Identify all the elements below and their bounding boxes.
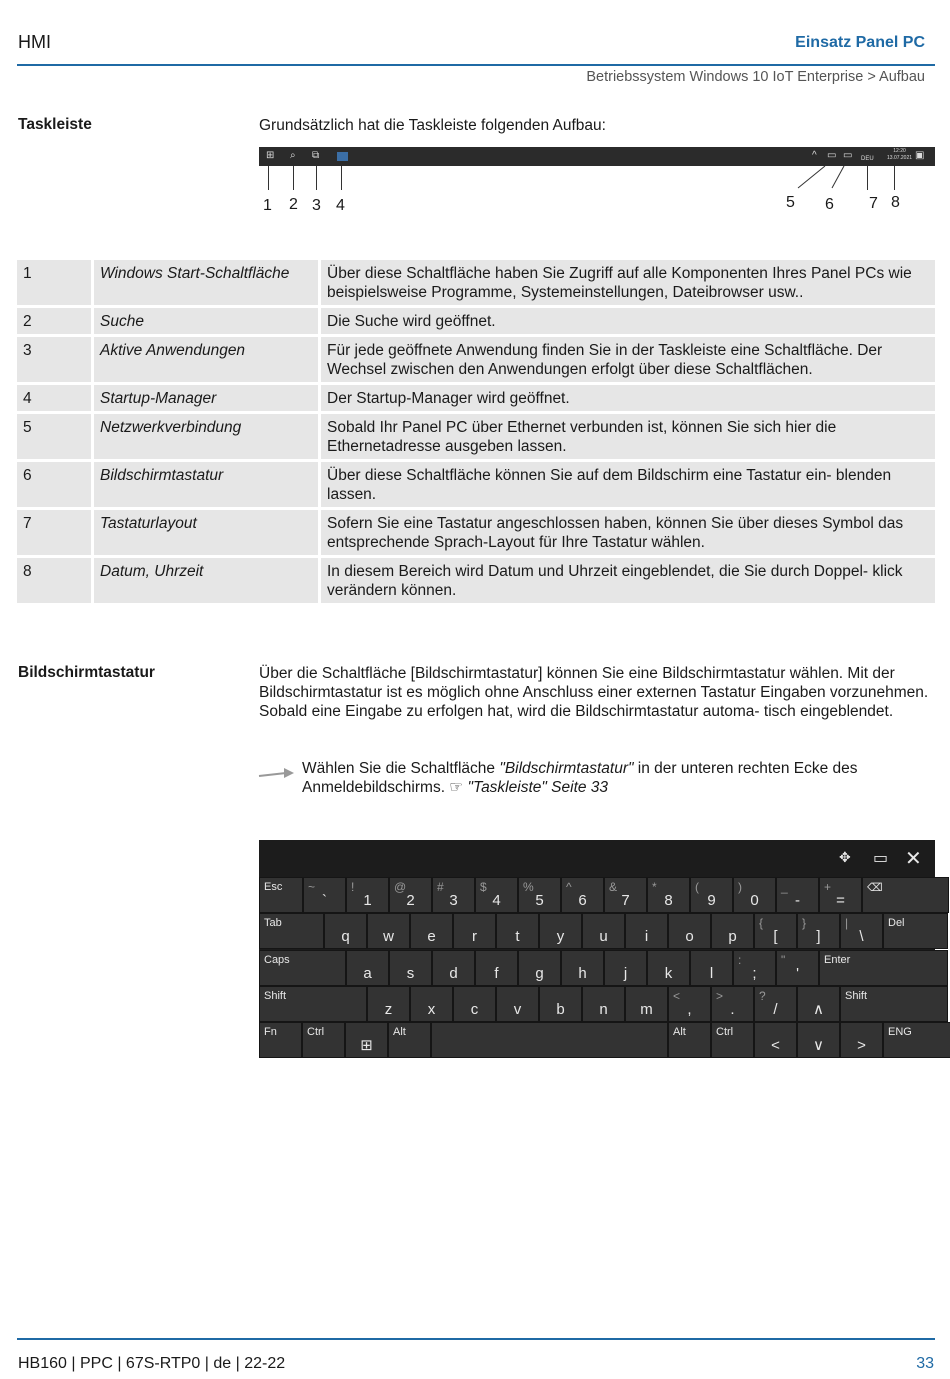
keyboard-key: [561, 950, 604, 986]
key-main-label: t: [515, 928, 520, 945]
keyboard-key: [496, 913, 539, 949]
key-main-label: /: [773, 1001, 778, 1018]
callout-7: 7: [869, 195, 878, 212]
taskbar-legend-table: [17, 257, 935, 606]
keyboard-key: [431, 1022, 668, 1058]
key-shift-label: ): [738, 880, 742, 894]
section-label-bildschirmtastatur: Bildschirmtastatur: [18, 664, 155, 681]
key-label: Alt: [393, 1026, 406, 1038]
key-shift-label: +: [824, 880, 832, 894]
key-main-label: 6: [578, 892, 587, 909]
key-main-label: ⊞: [360, 1037, 373, 1054]
keyboard-key: [604, 950, 647, 986]
table-row: [17, 260, 935, 305]
key-label: Del: [888, 917, 905, 929]
key-main-label: e: [427, 928, 436, 945]
taskbar-time: 12:20: [893, 148, 906, 154]
key-main-label: b: [556, 1001, 565, 1018]
legend-number: 6: [17, 462, 94, 507]
legend-number: 4: [17, 385, 94, 411]
key-main-label: d: [449, 965, 458, 982]
key-main-label: l: [709, 965, 714, 982]
footer-divider: [17, 1338, 935, 1340]
search-icon: ⌕: [290, 150, 296, 161]
key-main-label: `: [322, 892, 327, 909]
key-shift-label: *: [652, 880, 657, 894]
key-main-label: f: [494, 965, 499, 982]
keyboard-key: [367, 986, 410, 1022]
callout-1: 1: [263, 197, 272, 214]
callout-2: 2: [289, 196, 298, 213]
key-shift-label: ": [781, 953, 786, 967]
key-main-label: o: [685, 928, 694, 945]
key-main-label: >: [857, 1037, 866, 1054]
key-shift-label: ~: [308, 880, 316, 894]
legend-number: 1: [17, 260, 94, 305]
keyboard-key: [259, 1022, 302, 1058]
keyboard-key: [797, 986, 840, 1022]
key-main-label: 3: [449, 892, 458, 909]
key-main-label: 2: [406, 892, 415, 909]
key-main-label: i: [644, 928, 649, 945]
keyboard-key: [367, 913, 410, 949]
callout-line-2: [293, 166, 294, 190]
keyboard-key: [388, 1022, 431, 1058]
keyboard-key: [819, 950, 948, 986]
key-main-label: ∨: [813, 1037, 824, 1054]
callout-3: 3: [312, 197, 321, 214]
key-main-label: a: [363, 965, 372, 982]
keyboard-key: [862, 877, 949, 913]
callout-line-3: [316, 166, 317, 190]
key-main-label: m: [640, 1001, 653, 1018]
keyboard-key: [539, 913, 582, 949]
key-shift-label: ^: [566, 880, 572, 894]
keyboard-key: [259, 950, 346, 986]
keyboard-key: [819, 877, 862, 913]
header-title: Einsatz Panel PC: [795, 34, 925, 51]
table-row: [17, 510, 935, 555]
key-main-label: -: [795, 892, 800, 909]
header-breadcrumb: Betriebssystem Windows 10 IoT Enterprise > Aufbau: [586, 69, 925, 85]
chevron-up-icon: ^: [812, 150, 817, 161]
callout-lines-right: [790, 163, 870, 193]
callout-4: 4: [336, 197, 345, 214]
notification-icon: ▣: [915, 150, 925, 161]
key-main-label: ,: [687, 1001, 692, 1018]
keyboard-key: [475, 950, 518, 986]
legend-description: Der Startup-Manager wird geöffnet.: [321, 385, 935, 411]
key-main-label: c: [470, 1001, 479, 1018]
header-section: HMI: [18, 32, 51, 52]
key-main-label: 9: [707, 892, 716, 909]
key-label: Esc: [264, 881, 283, 893]
key-main-label: r: [472, 928, 477, 945]
callout-line-8: [894, 166, 895, 190]
keyboard-layout-label: DEU: [861, 156, 874, 162]
key-label: ⌫: [867, 882, 883, 894]
task-view-icon: ⧉: [312, 150, 320, 161]
key-shift-label: ?: [759, 989, 766, 1003]
key-main-label: g: [535, 965, 544, 982]
key-label: Alt: [673, 1026, 686, 1038]
keyboard-key: [668, 986, 711, 1022]
key-shift-label: _: [781, 880, 788, 894]
keyboard-key: [711, 986, 754, 1022]
key-main-label: h: [578, 965, 587, 982]
keyboard-key: [410, 913, 453, 949]
key-main-label: .: [730, 1001, 735, 1018]
keyboard-key: [259, 986, 367, 1022]
step-text-1: Wählen Sie die Schaltfläche: [302, 760, 500, 777]
legend-name: Tastaturlayout: [94, 510, 321, 555]
table-row: [17, 414, 935, 459]
step-arrow-icon: [258, 765, 296, 781]
keyboard-key: [582, 986, 625, 1022]
key-shift-label: !: [351, 880, 355, 894]
keyboard-key: [518, 877, 561, 913]
keyboard-key: [582, 913, 625, 949]
key-main-label: y: [556, 928, 565, 945]
keyboard-key: [625, 913, 668, 949]
keyboard-icon: ▭: [843, 150, 853, 161]
keyboard-key: [711, 1022, 754, 1058]
keyboard-key: [453, 986, 496, 1022]
keyboard-key: [754, 1022, 797, 1058]
key-shift-label: (: [695, 880, 699, 894]
keyboard-key: [432, 950, 475, 986]
legend-description: Für jede geöffnete Anwendung finden Sie in der Taskleiste eine Schaltfläche. Der Wechsel zwischen den Anwendungen erfolgt über diese Schaltflächen.: [321, 337, 935, 382]
key-main-label: ∧: [813, 1001, 824, 1018]
key-shift-label: $: [480, 880, 487, 894]
callout-line-1: [268, 166, 269, 190]
step-text-2: in der unteren rechten Ecke des Anmeldebildschirms.: [302, 760, 858, 796]
key-main-label: ;: [752, 965, 757, 982]
key-main-label: \: [859, 928, 864, 945]
keyboard-key: [346, 950, 389, 986]
keyboard-key: [754, 986, 797, 1022]
step-instruction: [302, 759, 932, 797]
keyboard-key: [840, 913, 883, 949]
callout-line-7: [867, 166, 868, 190]
keyboard-key: [432, 877, 475, 913]
key-main-label: ': [796, 965, 799, 982]
keyboard-key: [345, 1022, 388, 1058]
keyboard-key: [303, 877, 346, 913]
keyboard-key: [840, 1022, 883, 1058]
keyboard-key: [668, 913, 711, 949]
keyboard-key: [324, 913, 367, 949]
keyboard-key: [625, 986, 668, 1022]
key-label: Shift: [264, 990, 287, 1002]
key-shift-label: }: [802, 916, 807, 930]
key-main-label: w: [383, 928, 394, 945]
legend-name: Bildschirmtastatur: [94, 462, 321, 507]
keyboard-key: [754, 913, 797, 949]
legend-name: Startup-Manager: [94, 385, 321, 411]
key-main-label: k: [664, 965, 673, 982]
onscreen-keyboard-image: [259, 840, 935, 1057]
key-main-label: q: [341, 928, 350, 945]
windows-start-icon: ⊞: [266, 150, 275, 161]
key-shift-label: >: [716, 989, 724, 1003]
key-main-label: ]: [816, 928, 821, 945]
key-main-label: x: [427, 1001, 436, 1018]
keyboard-key: [389, 950, 432, 986]
key-label: Enter: [824, 954, 851, 966]
taskbar-date: 13.07.2021: [887, 155, 913, 161]
keyboard-key: [346, 877, 389, 913]
keyboard-key: [496, 986, 539, 1022]
keyboard-key: [604, 877, 647, 913]
legend-number: 7: [17, 510, 94, 555]
legend-name: Aktive Anwendungen: [94, 337, 321, 382]
key-main-label: 1: [363, 892, 372, 909]
section-label-taskleiste: Taskleiste: [18, 116, 92, 133]
legend-description: Sobald Ihr Panel PC über Ethernet verbunden ist, können Sie sich hier die Ethernetadresse ausgeben lassen.: [321, 414, 935, 459]
move-keyboard-icon: ✥: [839, 849, 851, 865]
legend-description: Sofern Sie eine Tastatur angeschlossen haben, können Sie über dieses Symbol das entsprechende Sprach-Layout für Ihre Tastatur wählen.: [321, 510, 935, 555]
keyboard-key: [733, 950, 776, 986]
keyboard-key: [259, 877, 303, 913]
link-hand-icon: ☞: [449, 779, 468, 796]
key-main-label: 8: [664, 892, 673, 909]
key-main-label: 0: [750, 892, 759, 909]
key-main-label: j: [623, 965, 628, 982]
legend-description: Über diese Schaltfläche haben Sie Zugriff auf alle Komponenten Ihres Panel PCs wie beispielsweise Programme, Systemeinstellungen, Dateibrowser usw..: [321, 260, 935, 305]
legend-description: Die Suche wird geöffnet.: [321, 308, 935, 334]
key-label: Shift: [845, 990, 868, 1002]
keyboard-key: [840, 986, 948, 1022]
keyboard-key: [518, 950, 561, 986]
key-label: Caps: [264, 954, 290, 966]
table-row: [17, 558, 935, 603]
key-main-label: s: [406, 965, 415, 982]
taskleiste-intro: Grundsätzlich hat die Taskleiste folgenden Aufbau:: [259, 117, 606, 134]
header-divider: [17, 64, 935, 66]
legend-name: Datum, Uhrzeit: [94, 558, 321, 603]
key-label: Tab: [264, 917, 282, 929]
key-main-label: 4: [492, 892, 501, 909]
bildschirmtastatur-paragraph: Über die Schaltfläche [Bildschirmtastatur] können Sie eine Bildschirmtastatur wählen. Mit der Bildschirmtastatur ist es möglich ohne Anschluss einer externen Tastatur Eingaben vorzunehmen. Sobald eine Eingabe zu erfolgen hat, wird die Bildschirmtastatur automa- tisch eingeblendet.: [259, 665, 929, 720]
key-main-label: n: [599, 1001, 608, 1018]
keyboard-key: [647, 950, 690, 986]
key-shift-label: %: [523, 880, 534, 894]
key-main-label: =: [836, 892, 845, 909]
footer-document-id: HB160 | PPC | 67S-RTP0 | de | 22-22: [18, 1355, 286, 1372]
key-main-label: 5: [535, 892, 544, 909]
key-main-label: v: [513, 1001, 522, 1018]
key-label: Ctrl: [716, 1026, 734, 1038]
table-row: [17, 462, 935, 507]
key-label: Fn: [264, 1026, 277, 1038]
table-row: [17, 308, 935, 334]
keyboard-key: [410, 986, 453, 1022]
key-main-label: [: [773, 928, 778, 945]
key-shift-label: &: [609, 880, 618, 894]
keyboard-key: [561, 877, 604, 913]
startup-manager-icon: [337, 152, 348, 161]
keyboard-key: [690, 950, 733, 986]
key-main-label: p: [728, 928, 737, 945]
legend-number: 3: [17, 337, 94, 382]
legend-number: 8: [17, 558, 94, 603]
key-main-label: z: [384, 1001, 393, 1018]
key-shift-label: #: [437, 880, 444, 894]
callout-5: 5: [786, 194, 795, 211]
keyboard-key: [733, 877, 776, 913]
key-main-label: u: [599, 928, 608, 945]
keyboard-key: [776, 877, 819, 913]
key-shift-label: <: [673, 989, 681, 1003]
legend-number: 5: [17, 414, 94, 459]
legend-description: In diesem Bereich wird Datum und Uhrzeit eingeblendet, die Sie durch Doppel- klick verändern können.: [321, 558, 935, 603]
keyboard-key: [647, 877, 690, 913]
keyboard-key: [539, 986, 582, 1022]
keyboard-key: [690, 877, 733, 913]
keyboard-key: [776, 950, 819, 986]
keyboard-key: [797, 1022, 840, 1058]
keyboard-key: [797, 913, 840, 949]
legend-name: Suche: [94, 308, 321, 334]
callout-8: 8: [891, 194, 900, 211]
keyboard-key: [668, 1022, 711, 1058]
keyboard-key: [883, 913, 948, 949]
callout-6: 6: [825, 196, 834, 213]
dock-keyboard-icon: ▭: [873, 850, 889, 867]
keyboard-key: [302, 1022, 345, 1058]
step-button-name: "Bildschirmtastatur": [499, 760, 634, 777]
callout-line-4: [341, 166, 342, 190]
close-keyboard-icon: ✕: [905, 848, 922, 870]
keyboard-key: [883, 1022, 950, 1058]
key-label: Ctrl: [307, 1026, 325, 1038]
key-shift-label: |: [845, 916, 849, 930]
key-shift-label: {: [759, 916, 764, 930]
legend-name: Netzwerkverbindung: [94, 414, 321, 459]
table-row: [17, 337, 935, 382]
table-row: [17, 385, 935, 411]
legend-description: Über diese Schaltfläche können Sie auf dem Bildschirm eine Tastatur ein- blenden lassen.: [321, 462, 935, 507]
keyboard-key: [453, 913, 496, 949]
page-number: 33: [916, 1355, 934, 1372]
keyboard-key: [389, 877, 432, 913]
key-label: ENG: [888, 1026, 912, 1038]
key-shift-label: :: [738, 953, 742, 967]
legend-name: Windows Start-Schaltfläche: [94, 260, 321, 305]
legend-number: 2: [17, 308, 94, 334]
keyboard-key: [475, 877, 518, 913]
step-cross-reference-link[interactable]: "Taskleiste" Seite 33: [467, 779, 609, 796]
taskbar-clock: [887, 148, 912, 162]
network-icon: ▭: [827, 150, 837, 161]
key-shift-label: @: [394, 880, 407, 894]
key-main-label: <: [771, 1037, 780, 1054]
keyboard-key: [259, 913, 324, 949]
key-main-label: 7: [621, 892, 630, 909]
keyboard-key: [711, 913, 754, 949]
